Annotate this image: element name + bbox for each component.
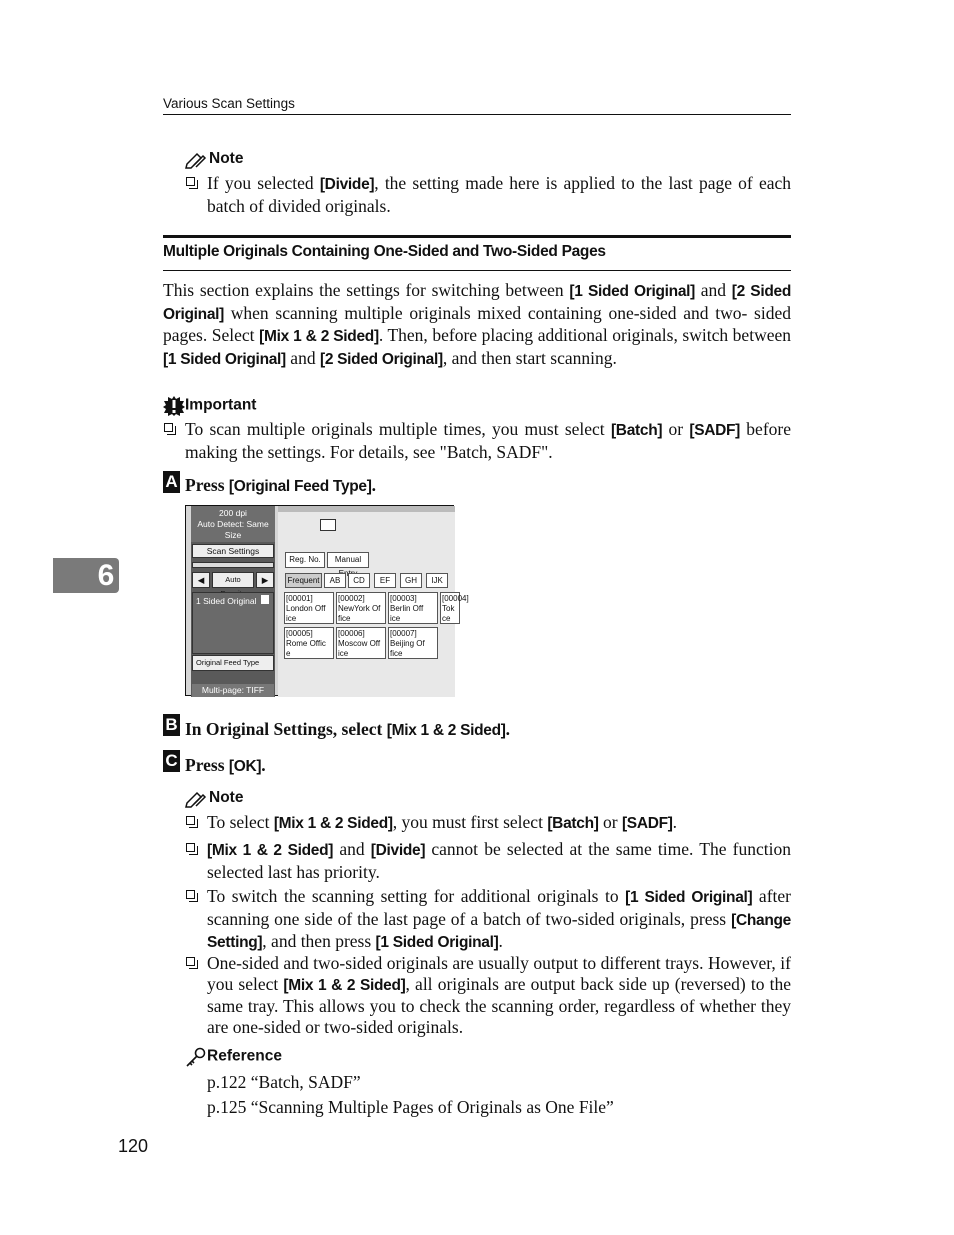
tab-ef[interactable]: EF [374,573,396,588]
step-marker-3: C [163,750,180,772]
lighter-button[interactable]: ◀ [192,572,210,588]
pencil-icon [185,150,205,168]
checkbox-bullet [186,177,195,186]
reg-no-button[interactable]: Reg. No. [285,552,325,568]
intro-paragraph: This section explains the settings for switching between [1 Sided Original] and [2 Sided Original] when scanning multiple originals mixed containing one-sided and two- sided pages. Select [Mix 1 & 2 Sided]. Then, before placing additional originals, switch between [1 Sided Original] and [2 Sided Original], and then start scanning. [163,280,791,368]
checkbox-bullet [186,890,195,899]
destination-beijing[interactable]: [00007] Beijing Of fice [388,627,438,659]
page-number: 120 [118,1136,149,1156]
scan-info: 200 dpi Auto Detect: Same Size [191,506,275,542]
tab-ijk[interactable]: IJK [426,573,448,588]
chapter-tab: 6 [53,558,119,593]
darker-button[interactable]: ▶ [256,572,274,588]
destination-tokyo[interactable]: [00004] Tok ce [442,594,469,623]
manual-entry-button[interactable]: Manual [327,552,369,568]
note-heading [185,150,243,170]
important-icon [163,396,185,416]
destination-rome[interactable]: [00005] Rome Offic e [284,627,334,659]
reference-title: Reference [207,1047,282,1065]
key-icon [185,1047,207,1067]
important-title: Important [185,396,257,414]
destination-berlin[interactable]: [00003] Berlin Off ice [388,592,438,624]
control-panel-screenshot [185,505,469,696]
section-top-rule [163,235,791,238]
original-feed-type-button[interactable]: Original Feed Type [192,655,274,671]
destination-icon [320,519,336,531]
checkbox-bullet [186,843,195,852]
reference-link-1[interactable]: p.122 “Batch, SADF” [207,1072,361,1092]
header-rule [163,114,791,115]
density-scale [192,562,274,568]
note-heading [185,789,243,809]
tab-cd[interactable]: CD [348,573,370,588]
checkbox-bullet [186,957,195,966]
pencil-icon [185,789,205,807]
step-3-text: Press [OK]. [185,755,266,775]
note-title: Note [209,150,244,167]
top-tabs-strip [278,506,455,512]
multipage-status: Multi-page: TIFF [192,684,274,697]
note-item: To switch the scanning setting for additional originals to [1 Sided Original] after scanning one side of the last page of a batch of two-sided originals, press [Change Setting], and then press [1 Sided Original]. [207,886,791,951]
step-marker-2: B [163,714,180,736]
destination-london[interactable]: [00001] London Off ice [284,592,334,624]
tab-frequent[interactable]: Frequent [285,573,322,588]
left-pane [191,506,275,697]
destination-newyork[interactable]: [00002] NewYork Of fice [336,592,386,624]
note-item: One-sided and two-sided originals are usually output to different trays. However, if you select [Mix 1 & 2 Sided], all originals are output back side up (reversed) to the same tray. This allows you to check the scanning order, regardless of whether they are one-sided or two-sided originals. [207,953,791,1037]
section-title: Multiple Originals Containing One-Sided and Two-Sided Pages [163,243,606,260]
tab-gh[interactable]: GH [400,573,422,588]
original-icon [261,595,269,604]
reference-heading [185,1047,282,1069]
scan-settings-button[interactable]: Scan Settings [192,544,274,558]
destination-moscow[interactable]: [00006] Moscow Off ice [336,627,386,659]
checkbox-bullet [186,816,195,825]
original-display [192,592,274,654]
original-type-label: 1 Sided Original [196,596,257,606]
auto-density-button[interactable]: Auto [212,572,254,588]
running-header: Various Scan Settings [163,96,295,111]
tab-ab[interactable]: AB [324,573,346,588]
step-2-text: In Original Settings, select [Mix 1 & 2 Sided]. [185,719,511,739]
note-title: Note [209,789,244,806]
note-item: To select [Mix 1 & 2 Sided], you must first select [Batch] or [SADF]. [207,812,678,832]
checkbox-bullet [164,423,173,432]
step-1-text: Press [Original Feed Type]. [185,475,376,495]
note-item: If you selected [Divide], the setting made here is applied to the last page of each batch of divided originals. [207,173,791,216]
reference-link-2[interactable]: p.125 “Scanning Multiple Pages of Originals as One File” [207,1097,614,1117]
section-bottom-rule [163,270,791,271]
right-pane [278,506,469,697]
note-item: [Mix 1 & 2 Sided] and [Divide] cannot be selected at the same time. The function selected last has priority. [207,839,791,882]
important-item: To scan multiple originals multiple times, you must select [Batch] or [SADF] before making the settings. For details, see "Batch, SADF". [185,419,791,462]
step-marker-1: A [163,471,180,493]
important-heading [163,396,256,416]
